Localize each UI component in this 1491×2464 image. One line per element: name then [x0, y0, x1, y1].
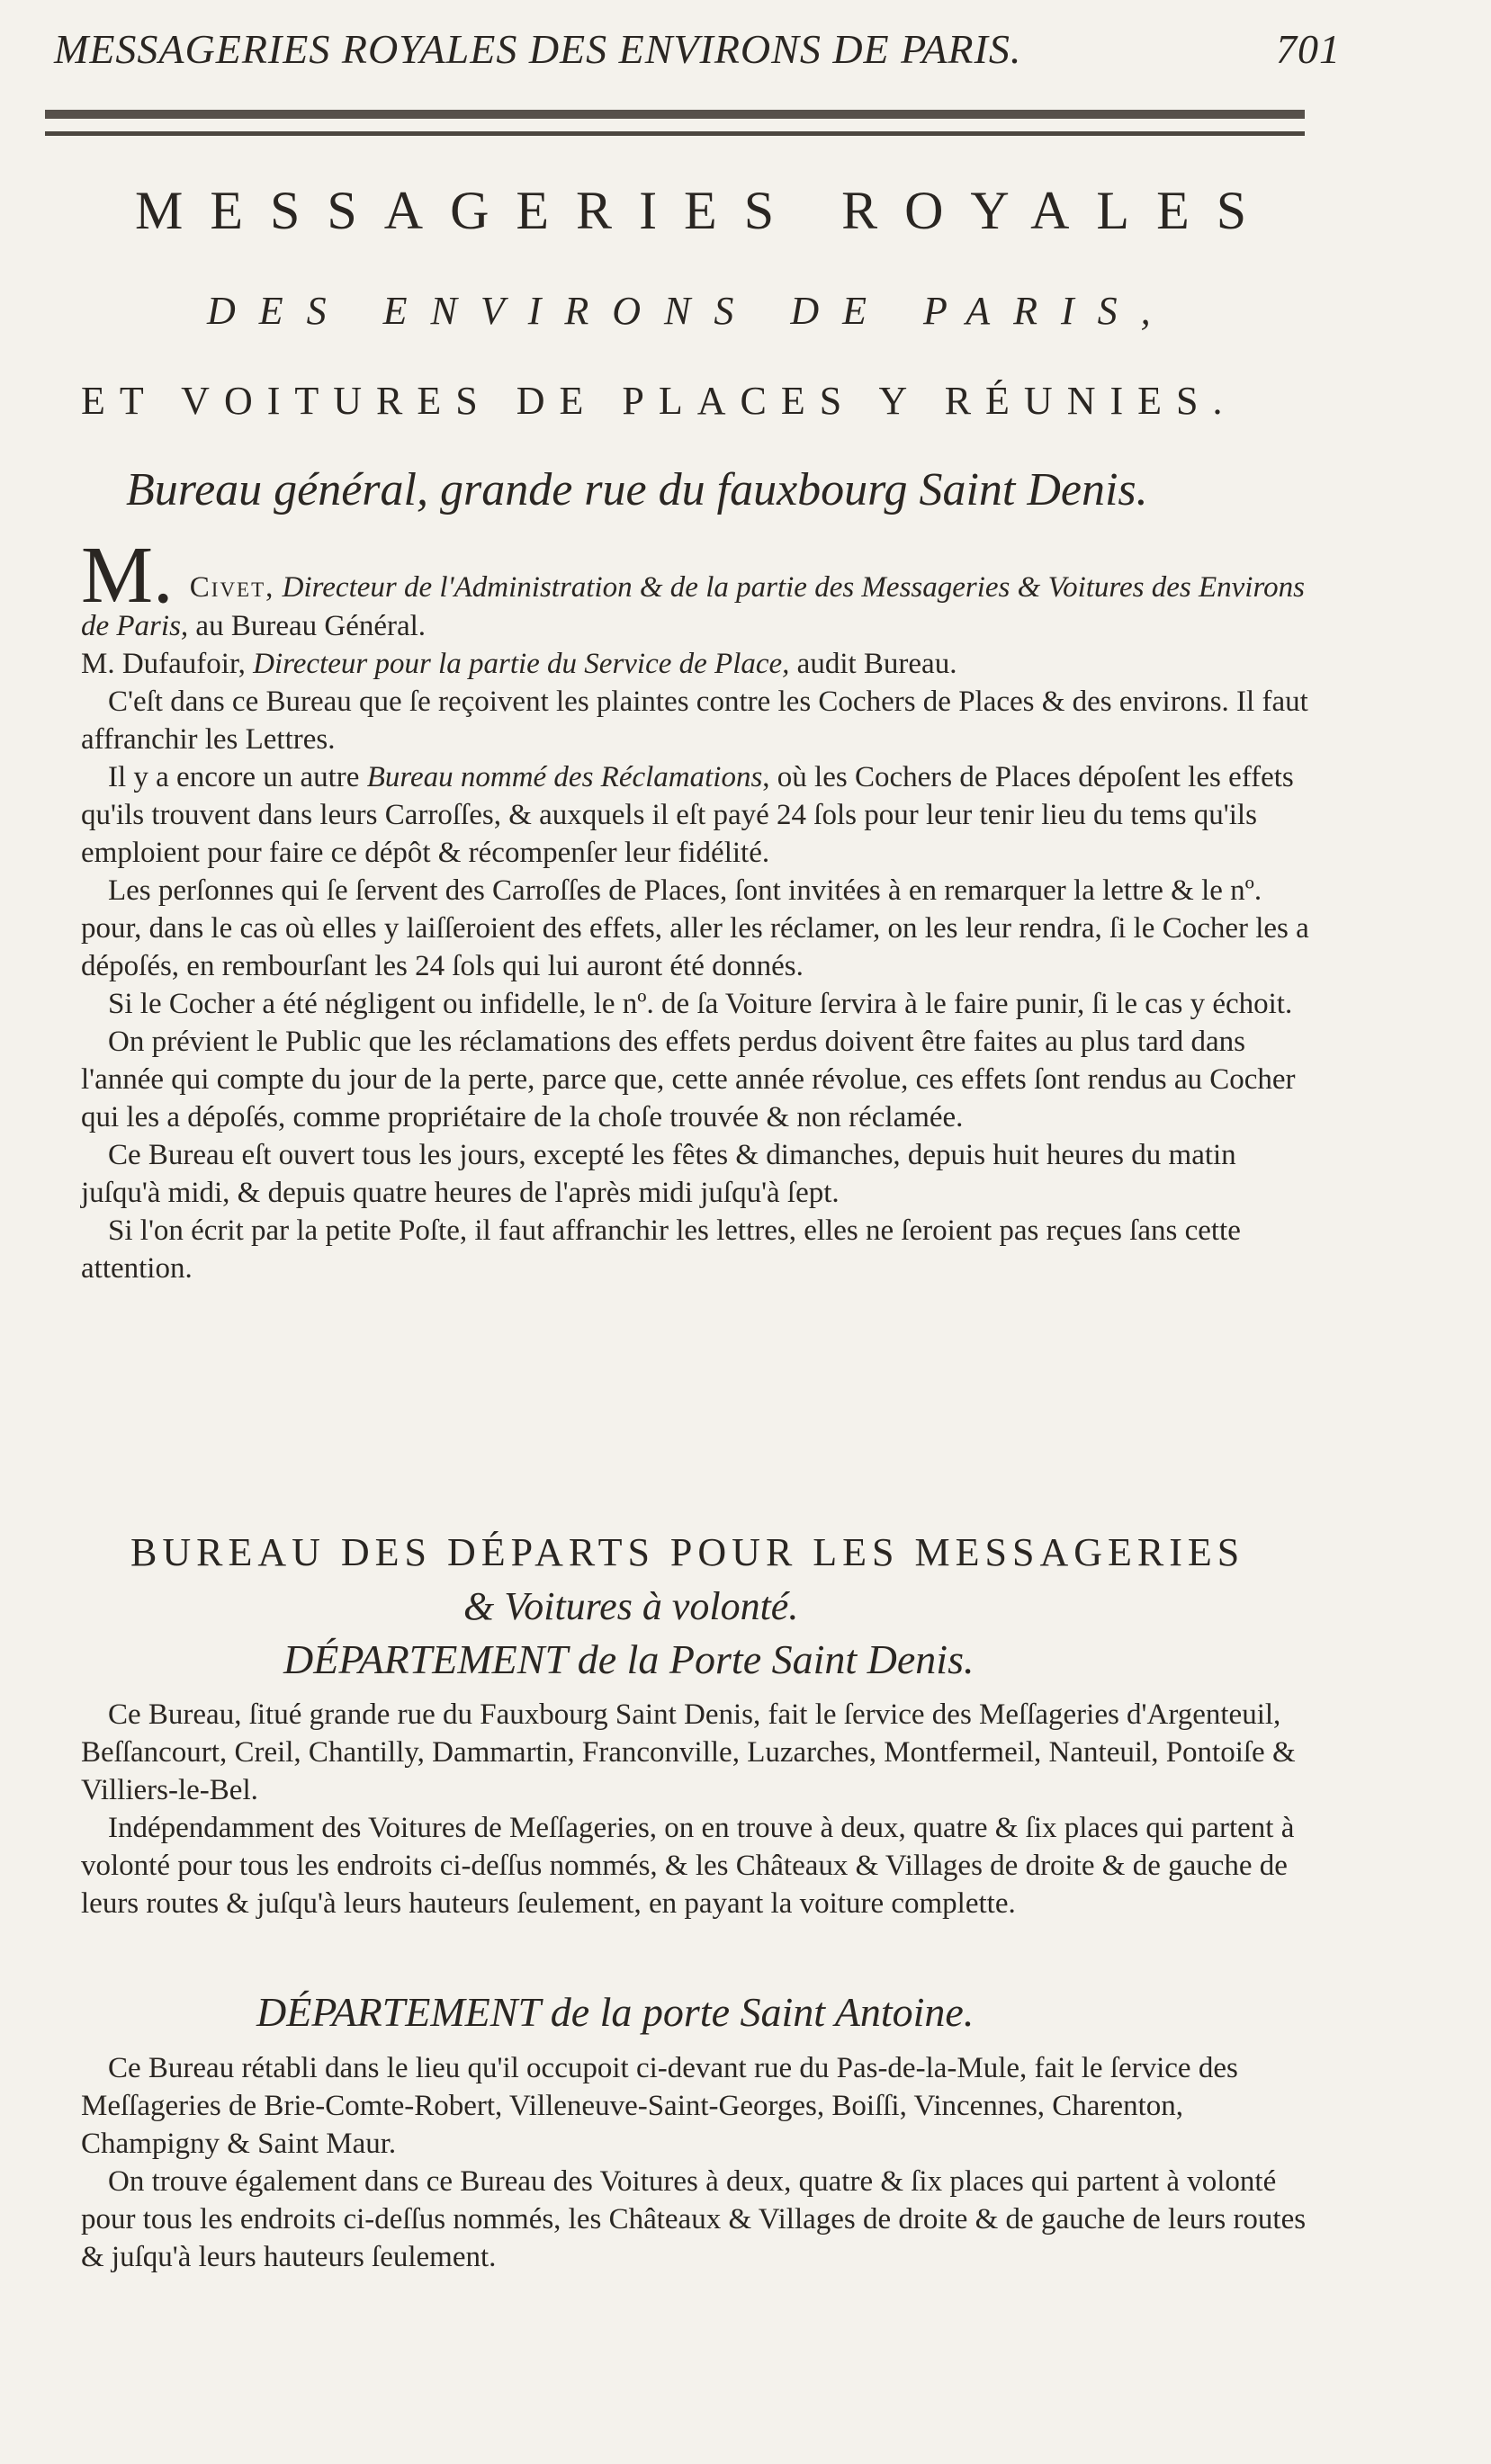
staff-listing	[81, 531, 1323, 1287]
section-heading: BUREAU DES DÉPARTS POUR LES MESSAGERIES	[130, 1530, 1245, 1574]
dept-porte-saint-denis-body	[81, 1696, 1323, 1922]
dept-porte-saint-antoine-heading: DÉPARTEMENT de la porte Saint Antoine.	[256, 1989, 975, 2035]
drop-cap: M.	[81, 531, 174, 620]
civet-location: au Bureau Général.	[195, 610, 427, 642]
dufaufoir-location: audit Bureau.	[796, 648, 957, 680]
dept-porte-saint-denis-heading: DÉPARTEMENT de la Porte Saint Denis.	[283, 1636, 975, 1682]
dept1-paragraph-2: Indépendamment des Voitures de Meſſageries, on en trouve à deux, quatre & ſix places qui partent à volonté pour tous les endroits ci-deſſus nommés, & les Châteaux & Villages de droite & de gauche de leurs routes & juſqu'à leurs hauteurs ſeulement, en payant la voiture complette.	[81, 1812, 1295, 1920]
title-line-3: ET VOITURES DE PLACES Y RÉUNIES.	[81, 379, 1237, 423]
book-page	[45, 0, 1341, 2464]
dufaufoir-role: Directeur pour la partie du Service de Place,	[253, 648, 790, 680]
civet-name: Civet,	[189, 571, 275, 604]
title-line-2: DES ENVIRONS DE PARIS,	[207, 289, 1174, 333]
paragraph-opening-hours: Ce Bureau eſt ouvert tous les jours, excepté les fêtes & dimanches, depuis huit heures du matin juſqu'à midi, & depuis quatre heures de l'après midi juſqu'à ſept.	[81, 1139, 1236, 1209]
dufaufoir-prefix: M. Dufaufoir,	[81, 648, 246, 680]
paragraph-petite-poste: Si l'on écrit par la petite Poſte, il faut affranchir les lettres, elles ne ſeroient pas reçues ſans cette attention.	[81, 1214, 1241, 1285]
paragraph-deadline: On prévient le Public que les réclamations des effets perdus doivent être faites au plus tard dans l'année qui compte du jour de la perte, parce que, cette année révolue, ces effets ſont rendus au Cocher qui les a dépoſés, comme propriétaire de la choſe trouvée & non réclamée.	[81, 1026, 1296, 1133]
paragraph-carriage-number: Les perſonnes qui ſe ſervent des Carroſſes de Places, ſont invitées à en remarquer la lettre & le nº. pour, dans le cas où elles y laiſſeroient des effets, aller les réclamer, on les leur rendra, ſi le Cocher les a dépoſés, en rembourſant les 24 ſols qui lui auront été donnés.	[81, 874, 1309, 982]
staff-civet	[81, 531, 1323, 645]
paragraph-reclamations	[81, 758, 1323, 872]
running-head	[54, 25, 1341, 73]
paragraph-negligent-coachman: Si le Cocher a été négligent ou infidelle, le nº. de ſa Voiture ſervira à le faire punir, ſi le cas y échoit.	[108, 988, 1293, 1020]
paragraph-reclamations-italic: Bureau nommé des Réclamations	[366, 761, 763, 793]
running-head-title: MESSAGERIES ROYALES DES ENVIRONS DE PARIS.	[54, 26, 1022, 72]
title-line-4: Bureau général, grande rue du fauxbourg Saint Denis.	[126, 464, 1148, 515]
civet-role: Directeur de l'Administration & de la partie des Messageries & Voitures des Environs de Paris,	[81, 571, 1305, 642]
page-number: 701	[1276, 26, 1341, 72]
dept2-paragraph-1: Ce Bureau rétabli dans le lieu qu'il occupoit ci-devant rue du Pas-de-la-Mule, fait le ſervice des Meſſageries de Brie-Comte-Robert, Villeneuve-Saint-Georges, Boiſſi, Vincennes, Charenton, Champigny & Saint Maur.	[81, 2052, 1238, 2160]
paragraph-reclamations-b: , où les Cochers de Places dépoſent les effets qu'ils trouvent dans leurs Carroſſes, & auxquels il eſt payé 24 ſols pour leur tenir lieu du tems qu'ils emploient pour faire ce dépôt & récompenſer leur fidélité.	[81, 761, 1294, 869]
paragraph-reclamations-a: Il y a encore un autre	[108, 761, 360, 793]
dept2-paragraph-2: On trouve également dans ce Bureau des Voitures à deux, quatre & ſix places qui partent à volonté pour tous les endroits ci-deſſus nommés, les Châteaux & Villages de droite & de gauche de leurs routes & juſqu'à leurs hauteurs ſeulement.	[81, 2165, 1307, 2273]
title-line-1: MESSAGERIES ROYALES	[135, 181, 1274, 240]
dept-porte-saint-antoine-body	[81, 2049, 1323, 2276]
dept1-paragraph-1: Ce Bureau, ſitué grande rue du Fauxbourg Saint Denis, fait le ſervice des Meſſageries d'Argenteuil, Beſſancourt, Creil, Chantilly, Dammartin, Franconville, Luzarches, Montfermeil, Nanteuil, Pontoiſe & Villiers-le-Bel.	[81, 1698, 1296, 1806]
ornamental-rule-bottom	[45, 131, 1305, 136]
ornamental-rule-top	[45, 110, 1305, 119]
section-subheading: & Voitures à volonté.	[463, 1584, 799, 1628]
paragraph-complaints: C'eſt dans ce Bureau que ſe reçoivent les plaintes contre les Cochers de Places & des environs. Il faut affranchir les Lettres.	[81, 685, 1308, 756]
staff-dufaufoir	[81, 645, 1323, 683]
